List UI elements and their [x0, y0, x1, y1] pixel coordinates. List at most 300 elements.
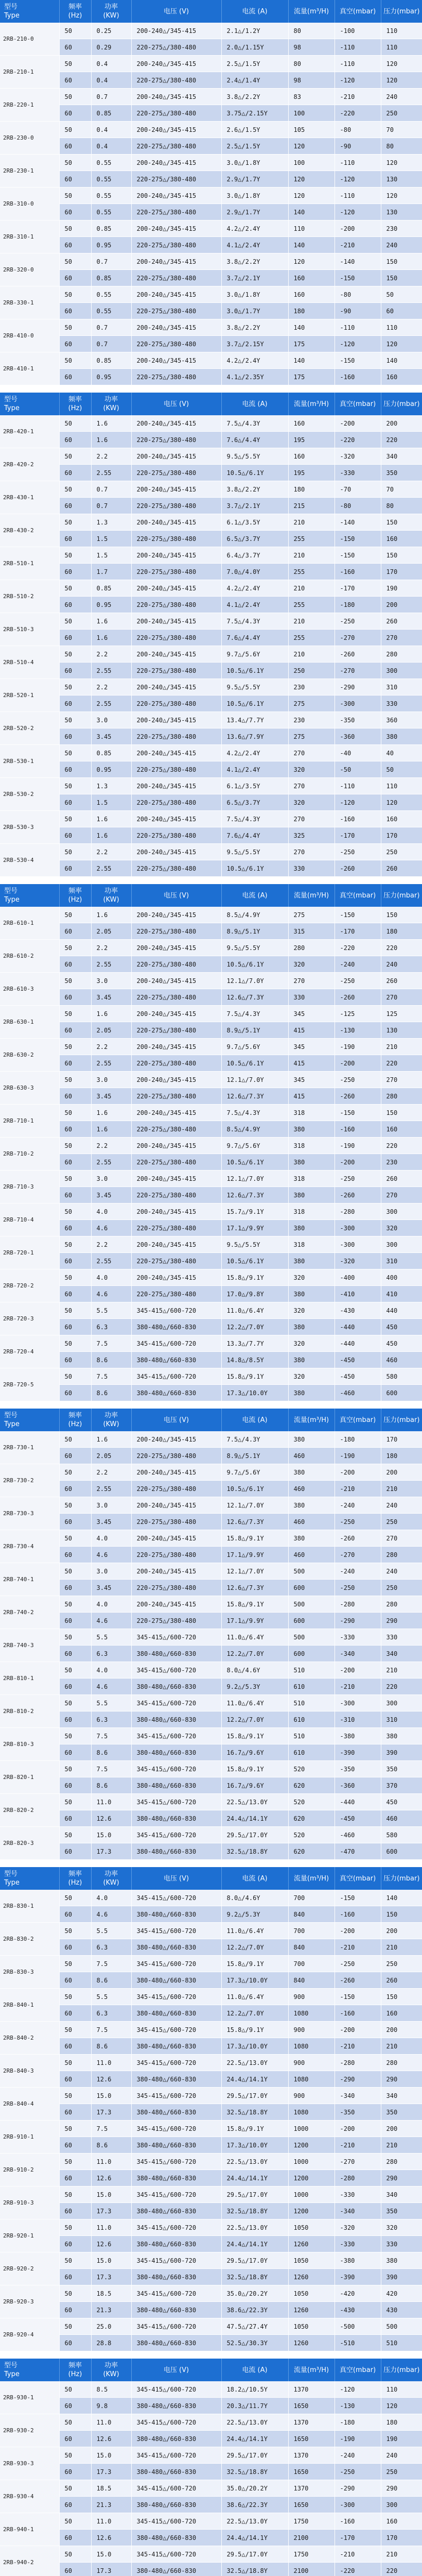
- column-header-flow: 流量(m³/H): [288, 0, 335, 23]
- power-cell: 5.5: [91, 1989, 131, 2005]
- model-cell: 2RB-610-3: [0, 973, 59, 1006]
- pressure-cell: 150: [381, 1105, 422, 1121]
- header-row: [0, 2359, 422, 2381]
- voltage-cell: 220-275△/380-480: [131, 761, 221, 778]
- table-row: [0, 1171, 422, 1187]
- power-cell: 2.2: [91, 940, 131, 956]
- power-cell: 11.0: [91, 1794, 131, 1810]
- column-header-hz: 频率 (Hz): [59, 393, 91, 415]
- column-header-flow: 流量(m³/H): [288, 884, 335, 907]
- pressure-cell: 180: [381, 923, 422, 940]
- power-cell: 1.3: [91, 778, 131, 794]
- frequency-cell: 50: [59, 940, 91, 956]
- column-header-flow: 流量(m³/H): [288, 2359, 335, 2381]
- pressure-cell: 170: [381, 2530, 422, 2546]
- frequency-cell: 50: [59, 221, 91, 237]
- column-header-volt: 电压 (V): [131, 884, 221, 907]
- voltage-cell: 220-275△/380-480: [131, 1253, 221, 1269]
- current-cell: 17.3△/10.0Y: [221, 1972, 288, 1989]
- power-cell: 3.0: [91, 1171, 131, 1187]
- pressure-cell: 140: [381, 1890, 422, 1906]
- pressure-cell: 220: [381, 1055, 422, 1072]
- table-row: [0, 2187, 422, 2203]
- table-row: [0, 1711, 422, 1728]
- voltage-cell: 220-275△/380-480: [131, 72, 221, 89]
- power-cell: 0.85: [91, 221, 131, 237]
- table-row: [0, 547, 422, 564]
- frequency-cell: 60: [59, 597, 91, 613]
- power-cell: 6.3: [91, 1939, 131, 1956]
- table-row: [0, 2546, 422, 2563]
- voltage-cell: 220-275△/380-480: [131, 1088, 221, 1105]
- table-row: [0, 1269, 422, 1286]
- pressure-cell: 250: [381, 844, 422, 860]
- table-row: [0, 2203, 422, 2219]
- pressure-cell: 150: [381, 270, 422, 286]
- table-row: [0, 973, 422, 989]
- pressure-cell: 330: [381, 2236, 422, 2252]
- current-cell: 11.0△/6.4Y: [221, 1695, 288, 1711]
- power-cell: 0.95: [91, 237, 131, 253]
- power-cell: 12.6: [91, 1810, 131, 1827]
- power-cell: 4.0: [91, 1890, 131, 1906]
- current-cell: 29.5△/17.0Y: [221, 2252, 288, 2269]
- current-cell: 29.5△/17.0Y: [221, 1827, 288, 1843]
- pressure-cell: 450: [381, 1335, 422, 1352]
- table-row: [0, 2219, 422, 2236]
- frequency-cell: 50: [59, 1464, 91, 1481]
- voltage-cell: 200-240△/345-415: [131, 1497, 221, 1514]
- flow-cell: 380: [288, 1352, 335, 1368]
- frequency-cell: 50: [59, 2480, 91, 2497]
- current-cell: 29.5△/17.0Y: [221, 2447, 288, 2464]
- flow-cell: 110: [288, 221, 335, 237]
- vacuum-cell: -200: [335, 415, 381, 432]
- power-cell: 2.55: [91, 1253, 131, 1269]
- frequency-cell: 50: [59, 319, 91, 336]
- current-cell: 47.5△/27.4Y: [221, 2318, 288, 2335]
- pressure-cell: 210: [381, 2137, 422, 2154]
- power-cell: 3.45: [91, 1580, 131, 1596]
- power-cell: 2.55: [91, 956, 131, 973]
- pressure-cell: 250: [381, 2464, 422, 2480]
- spec-table: [0, 0, 422, 385]
- pressure-cell: 170: [381, 564, 422, 580]
- pressure-cell: 350: [381, 1761, 422, 1777]
- flow-cell: 318: [288, 1204, 335, 1220]
- vacuum-cell: -250: [335, 973, 381, 989]
- pressure-cell: 220: [381, 1138, 422, 1154]
- pressure-cell: 240: [381, 956, 422, 973]
- column-header-hz: 频率 (Hz): [59, 2359, 91, 2381]
- voltage-cell: 380-480△/660-830: [131, 1744, 221, 1761]
- flow-cell: 210: [288, 646, 335, 663]
- voltage-cell: 380-480△/660-830: [131, 2104, 221, 2121]
- current-cell: 2.5△/1.5Y: [221, 56, 288, 72]
- frequency-cell: 60: [59, 2071, 91, 2088]
- power-cell: 12.6: [91, 2236, 131, 2252]
- table-row: [0, 2269, 422, 2285]
- vacuum-cell: -220: [335, 105, 381, 122]
- column-header-vacuum: 真空(mbar): [335, 884, 381, 907]
- voltage-cell: 345-415△/600-720: [131, 2252, 221, 2269]
- current-cell: 9.7△/5.6Y: [221, 1138, 288, 1154]
- frequency-cell: 50: [59, 1302, 91, 1319]
- vacuum-cell: -110: [335, 319, 381, 336]
- vacuum-cell: -470: [335, 1843, 381, 1860]
- table-row: [0, 369, 422, 385]
- vacuum-cell: -90: [335, 303, 381, 319]
- model-cell: 2RB-940-1: [0, 2513, 59, 2546]
- power-cell: 0.85: [91, 270, 131, 286]
- table-row: [0, 2398, 422, 2414]
- voltage-cell: 200-240△/345-415: [131, 221, 221, 237]
- current-cell: 32.5△/18.8Y: [221, 2269, 288, 2285]
- table-row: [0, 1794, 422, 1810]
- power-cell: 2.55: [91, 1481, 131, 1497]
- pressure-cell: 450: [381, 1794, 422, 1810]
- power-cell: 8.6: [91, 1744, 131, 1761]
- pressure-cell: 210: [381, 2546, 422, 2563]
- pressure-cell: 290: [381, 1613, 422, 1629]
- vacuum-cell: -210: [335, 1679, 381, 1695]
- power-cell: 4.0: [91, 1596, 131, 1613]
- frequency-cell: 60: [59, 1514, 91, 1530]
- voltage-cell: 220-275△/380-480: [131, 1481, 221, 1497]
- flow-cell: 1080: [288, 2038, 335, 2055]
- flow-cell: 415: [288, 1088, 335, 1105]
- vacuum-cell: -150: [335, 1890, 381, 1906]
- voltage-cell: 380-480△/660-830: [131, 2398, 221, 2414]
- model-cell: 2RB-920-2: [0, 2252, 59, 2285]
- voltage-cell: 220-275△/380-480: [131, 138, 221, 155]
- vacuum-cell: -300: [335, 1695, 381, 1711]
- voltage-cell: 345-415△/600-720: [131, 1695, 221, 1711]
- voltage-cell: 220-275△/380-480: [131, 204, 221, 221]
- table-row: [0, 2447, 422, 2464]
- frequency-cell: 50: [59, 1236, 91, 1253]
- pressure-cell: 260: [381, 973, 422, 989]
- frequency-cell: 50: [59, 2219, 91, 2236]
- model-cell: 2RB-720-5: [0, 1368, 59, 1401]
- table-row: [0, 1662, 422, 1679]
- power-cell: 0.55: [91, 188, 131, 204]
- frequency-cell: 60: [59, 1352, 91, 1368]
- vacuum-cell: -250: [335, 613, 381, 630]
- frequency-cell: 50: [59, 1596, 91, 1613]
- frequency-cell: 60: [59, 1286, 91, 1302]
- voltage-cell: 220-275△/380-480: [131, 1055, 221, 1072]
- flow-cell: 520: [288, 1761, 335, 1777]
- flow-cell: 1650: [288, 2398, 335, 2414]
- voltage-cell: 220-275△/380-480: [131, 432, 221, 448]
- flow-cell: 1370: [288, 2414, 335, 2431]
- pressure-cell: 130: [381, 204, 422, 221]
- flow-cell: 325: [288, 827, 335, 844]
- voltage-cell: 220-275△/380-480: [131, 696, 221, 712]
- pressure-cell: 390: [381, 2269, 422, 2285]
- voltage-cell: 200-240△/345-415: [131, 778, 221, 794]
- current-cell: 10.5△/6.1Y: [221, 1253, 288, 1269]
- current-cell: 8.0△/4.6Y: [221, 1890, 288, 1906]
- flow-cell: 840: [288, 1939, 335, 1956]
- voltage-cell: 200-240△/345-415: [131, 1596, 221, 1613]
- table-row: [0, 1204, 422, 1220]
- current-cell: 3.0△/1.8Y: [221, 155, 288, 171]
- power-cell: 17.3: [91, 1843, 131, 1860]
- frequency-cell: 60: [59, 2104, 91, 2121]
- frequency-cell: 50: [59, 2414, 91, 2431]
- frequency-cell: 60: [59, 498, 91, 514]
- voltage-cell: 345-415△/600-720: [131, 1368, 221, 1385]
- flow-cell: 230: [288, 712, 335, 728]
- voltage-cell: 220-275△/380-480: [131, 1580, 221, 1596]
- vacuum-cell: -350: [335, 2104, 381, 2121]
- power-cell: 1.6: [91, 1431, 131, 1448]
- column-header-hz: 频率 (Hz): [59, 1409, 91, 1431]
- current-cell: 8.5△/4.9Y: [221, 907, 288, 923]
- frequency-cell: 50: [59, 1105, 91, 1121]
- model-cell: 2RB-730-3: [0, 1497, 59, 1530]
- current-cell: 12.1△/7.0Y: [221, 1072, 288, 1088]
- vacuum-cell: -260: [335, 1088, 381, 1105]
- model-cell: 2RB-720-1: [0, 1236, 59, 1269]
- vacuum-cell: -250: [335, 1171, 381, 1187]
- model-cell: 2RB-830-1: [0, 1890, 59, 1923]
- frequency-cell: 60: [59, 2236, 91, 2252]
- pressure-cell: 430: [381, 2302, 422, 2318]
- model-cell: 2RB-810-1: [0, 1662, 59, 1695]
- flow-cell: 270: [288, 973, 335, 989]
- frequency-cell: 50: [59, 2513, 91, 2530]
- current-cell: 8.0△/4.6Y: [221, 1662, 288, 1679]
- voltage-cell: 345-415△/600-720: [131, 1956, 221, 1972]
- frequency-cell: 60: [59, 1777, 91, 1794]
- current-cell: 12.6△/7.3Y: [221, 1580, 288, 1596]
- table-row: [0, 514, 422, 531]
- pressure-cell: 280: [381, 2154, 422, 2170]
- table-row: [0, 72, 422, 89]
- current-cell: 7.5△/4.3Y: [221, 1006, 288, 1022]
- table-row: [0, 1187, 422, 1204]
- table-gap: [0, 385, 422, 393]
- pressure-cell: 180: [381, 1448, 422, 1464]
- column-header-amp: 电流 (A): [221, 1867, 288, 1890]
- pressure-cell: 300: [381, 2497, 422, 2513]
- pressure-cell: 160: [381, 1121, 422, 1138]
- voltage-cell: 345-415△/600-720: [131, 2447, 221, 2464]
- table-row: [0, 1629, 422, 1646]
- table-gap: [0, 1401, 422, 1409]
- vacuum-cell: -250: [335, 844, 381, 860]
- vacuum-cell: -120: [335, 72, 381, 89]
- power-cell: 0.7: [91, 319, 131, 336]
- table-row: [0, 1335, 422, 1352]
- frequency-cell: 60: [59, 465, 91, 481]
- vacuum-cell: -160: [335, 1906, 381, 1923]
- current-cell: 7.5△/4.3Y: [221, 1431, 288, 1448]
- vacuum-cell: -190: [335, 2431, 381, 2447]
- model-cell: 2RB-840-3: [0, 2055, 59, 2088]
- flow-cell: 330: [288, 860, 335, 877]
- model-cell: 2RB-920-3: [0, 2285, 59, 2318]
- voltage-cell: 220-275△/380-480: [131, 270, 221, 286]
- pressure-cell: 270: [381, 1187, 422, 1204]
- power-cell: 4.0: [91, 1530, 131, 1547]
- power-cell: 8.6: [91, 1352, 131, 1368]
- power-cell: 3.0: [91, 1563, 131, 1580]
- model-cell: 2RB-730-1: [0, 1431, 59, 1464]
- flow-cell: 210: [288, 580, 335, 597]
- pressure-cell: 280: [381, 1088, 422, 1105]
- pressure-cell: 400: [381, 1269, 422, 1286]
- table-row: [0, 286, 422, 303]
- current-cell: 11.0△/6.4Y: [221, 1629, 288, 1646]
- frequency-cell: 60: [59, 1448, 91, 1464]
- current-cell: 17.0△/9.8Y: [221, 1286, 288, 1302]
- frequency-cell: 60: [59, 1055, 91, 1072]
- voltage-cell: 345-415△/600-720: [131, 1629, 221, 1646]
- pressure-cell: 210: [381, 2038, 422, 2055]
- pressure-cell: 160: [381, 369, 422, 385]
- vacuum-cell: -300: [335, 1220, 381, 1236]
- flow-cell: 230: [288, 679, 335, 696]
- frequency-cell: 50: [59, 2381, 91, 2398]
- column-header-amp: 电流 (A): [221, 0, 288, 23]
- flow-cell: 1050: [288, 2318, 335, 2335]
- column-header-hz: 频率 (Hz): [59, 1867, 91, 1890]
- vacuum-cell: -50: [335, 761, 381, 778]
- current-cell: 6.5△/3.7Y: [221, 531, 288, 547]
- voltage-cell: 345-415△/600-720: [131, 2480, 221, 2497]
- table-gap: [0, 877, 422, 884]
- flow-cell: 610: [288, 1711, 335, 1728]
- pressure-cell: 350: [381, 2203, 422, 2219]
- flow-cell: 1050: [288, 2252, 335, 2269]
- power-cell: 17.3: [91, 2464, 131, 2480]
- frequency-cell: 60: [59, 2335, 91, 2351]
- flow-cell: 380: [288, 1431, 335, 1448]
- flow-cell: 140: [288, 319, 335, 336]
- frequency-cell: 50: [59, 811, 91, 827]
- pressure-cell: 130: [381, 1022, 422, 1039]
- flow-cell: 1650: [288, 2431, 335, 2447]
- current-cell: 11.0△/6.4Y: [221, 1989, 288, 2005]
- frequency-cell: 60: [59, 2269, 91, 2285]
- voltage-cell: 345-415△/600-720: [131, 1335, 221, 1352]
- table-row: [0, 432, 422, 448]
- power-cell: 0.4: [91, 72, 131, 89]
- voltage-cell: 345-415△/600-720: [131, 2285, 221, 2302]
- flow-cell: 380: [288, 1497, 335, 1514]
- voltage-cell: 220-275△/380-480: [131, 303, 221, 319]
- frequency-cell: 50: [59, 2055, 91, 2071]
- table-row: [0, 319, 422, 336]
- column-header-flow: 流量(m³/H): [288, 1867, 335, 1890]
- vacuum-cell: -130: [335, 2398, 381, 2414]
- table-row: [0, 989, 422, 1006]
- voltage-cell: 345-415△/600-720: [131, 1761, 221, 1777]
- pressure-cell: 240: [381, 89, 422, 105]
- voltage-cell: 345-415△/600-720: [131, 2121, 221, 2137]
- vacuum-cell: -170: [335, 580, 381, 597]
- model-cell: 2RB-230-0: [0, 122, 59, 155]
- frequency-cell: 50: [59, 2447, 91, 2464]
- current-cell: 10.5△/6.1Y: [221, 1055, 288, 1072]
- frequency-cell: 50: [59, 1138, 91, 1154]
- power-cell: 7.5: [91, 1956, 131, 1972]
- power-cell: 0.7: [91, 336, 131, 352]
- vacuum-cell: -260: [335, 1972, 381, 1989]
- current-cell: 3.8△/2.2Y: [221, 319, 288, 336]
- frequency-cell: 50: [59, 2285, 91, 2302]
- current-cell: 10.5△/6.1Y: [221, 1154, 288, 1171]
- vacuum-cell: -250: [335, 1580, 381, 1596]
- flow-cell: 1200: [288, 2203, 335, 2219]
- column-header-vacuum: 真空(mbar): [335, 393, 381, 415]
- table-row: [0, 1236, 422, 1253]
- voltage-cell: 345-415△/600-720: [131, 1890, 221, 1906]
- power-cell: 0.25: [91, 23, 131, 39]
- current-cell: 12.1△/7.0Y: [221, 1497, 288, 1514]
- table-row: [0, 1956, 422, 1972]
- model-cell: 2RB-330-1: [0, 286, 59, 319]
- vacuum-cell: -180: [335, 597, 381, 613]
- power-cell: 7.5: [91, 1728, 131, 1744]
- current-cell: 10.5△/6.1Y: [221, 1481, 288, 1497]
- vacuum-cell: -140: [335, 253, 381, 270]
- model-cell: 2RB-830-3: [0, 1956, 59, 1989]
- table-row: [0, 907, 422, 923]
- power-cell: 2.2: [91, 1236, 131, 1253]
- table-row: [0, 1302, 422, 1319]
- table-row: [0, 1022, 422, 1039]
- voltage-cell: 200-240△/345-415: [131, 56, 221, 72]
- voltage-cell: 220-275△/380-480: [131, 369, 221, 385]
- vacuum-cell: -120: [335, 794, 381, 811]
- pressure-cell: 300: [381, 1204, 422, 1220]
- column-header-model: 型号 Type: [0, 393, 59, 415]
- current-cell: 12.1△/7.0Y: [221, 1563, 288, 1580]
- voltage-cell: 220-275△/380-480: [131, 1448, 221, 1464]
- frequency-cell: 50: [59, 844, 91, 860]
- power-cell: 1.6: [91, 613, 131, 630]
- power-cell: 2.2: [91, 679, 131, 696]
- power-cell: 4.6: [91, 1906, 131, 1923]
- pressure-cell: 270: [381, 1530, 422, 1547]
- flow-cell: 180: [288, 481, 335, 498]
- model-cell: 2RB-730-4: [0, 1530, 59, 1563]
- vacuum-cell: -150: [335, 531, 381, 547]
- flow-cell: 100: [288, 105, 335, 122]
- voltage-cell: 200-240△/345-415: [131, 1006, 221, 1022]
- power-cell: 6.3: [91, 1646, 131, 1662]
- voltage-cell: 220-275△/380-480: [131, 105, 221, 122]
- vacuum-cell: -110: [335, 778, 381, 794]
- current-cell: 3.0△/1.7Y: [221, 303, 288, 319]
- pressure-cell: 70: [381, 481, 422, 498]
- flow-cell: 380: [288, 1530, 335, 1547]
- flow-cell: 345: [288, 1039, 335, 1055]
- current-cell: 12.6△/7.3Y: [221, 1514, 288, 1530]
- table-row: [0, 1728, 422, 1744]
- voltage-cell: 200-240△/345-415: [131, 1171, 221, 1187]
- pressure-cell: 270: [381, 1072, 422, 1088]
- power-cell: 2.2: [91, 646, 131, 663]
- current-cell: 3.8△/2.2Y: [221, 253, 288, 270]
- pressure-cell: 290: [381, 2071, 422, 2088]
- vacuum-cell: -240: [335, 956, 381, 973]
